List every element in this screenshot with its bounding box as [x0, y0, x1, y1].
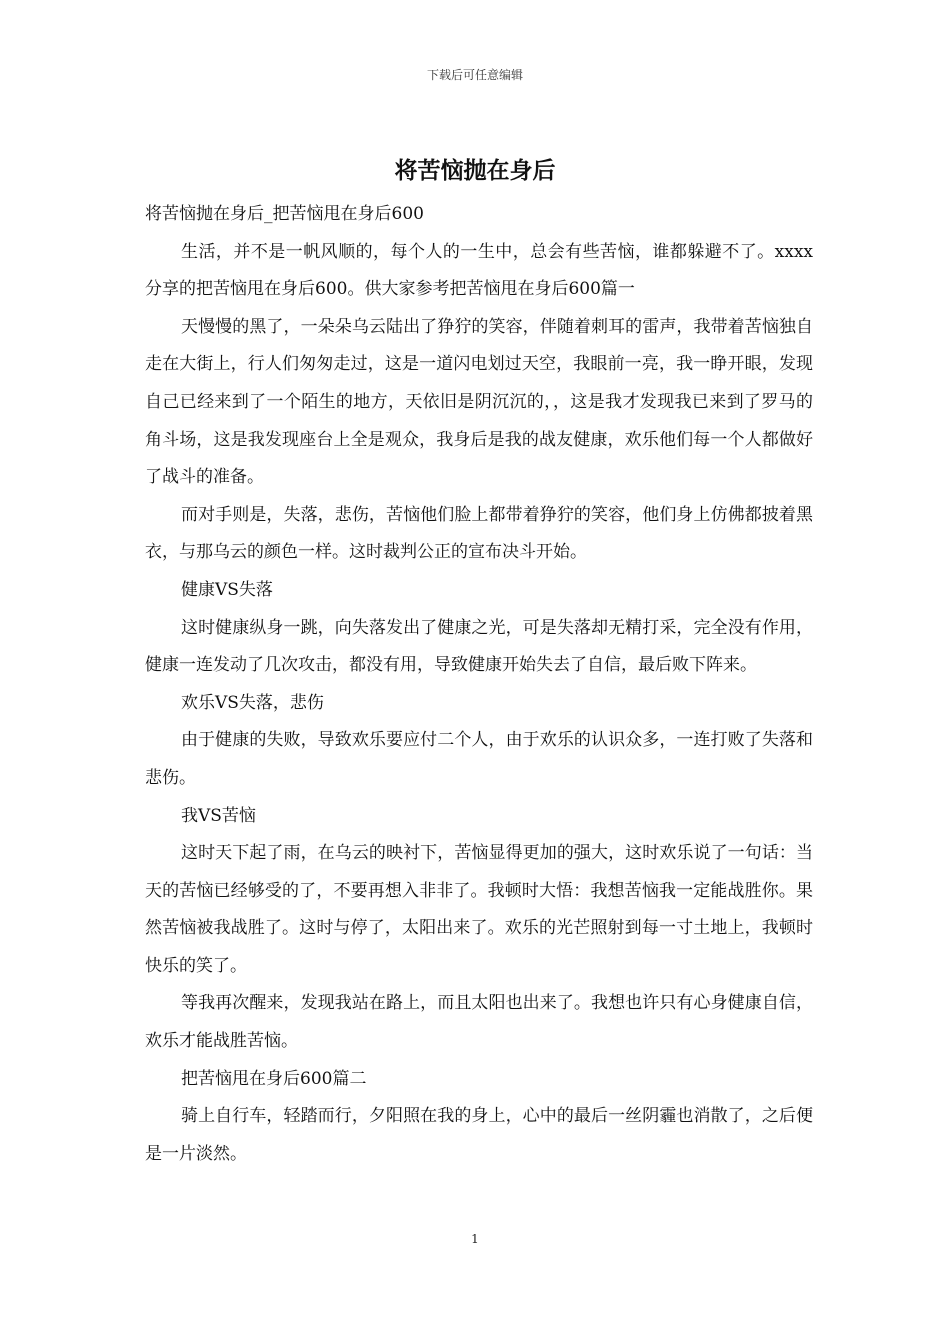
- paragraph-me-battle: 这时天下起了雨，在乌云的映衬下，苦恼显得更加的强大，这时欢乐说了一句话：当天的苦恼已经够受的了，不要再想入非非了。我顿时大悟：我想苦恼我一定能战胜你。果然苦恼被我战胜了。这时与停了，太阳出来了。欢乐的光芒照射到每一寸土地上，我顿时快乐的笑了。: [145, 843, 813, 976]
- paragraph-awakening: 等我再次醒来，发现我站在路上，而且太阳也出来了。我想也许只有心身健康自信，欢乐才能战胜苦恼。: [145, 993, 813, 1052]
- paragraph-health-battle: 这时健康纵身一跳，向失落发出了健康之光，可是失落却无精打采，完全没有作用，健康一连发动了几次攻击，都没有用，导致健康开始失去了自信，最后败下阵来。: [145, 617, 813, 676]
- paragraph-opponents: 而对手则是，失落，悲伤，苦恼他们脸上都带着狰狞的笑容，他们身上仿佛都披着黑衣，与那乌云的颜色一样。这时裁判公正的宣布决斗开始。: [145, 504, 813, 563]
- page-number: 1: [471, 1232, 479, 1246]
- paragraph-joy-battle: 由于健康的失败，导致欢乐要应付二个人，由于欢乐的认识众多，一连打败了失落和悲伤。: [145, 730, 813, 788]
- paragraph-story-opening: 天慢慢的黑了，一朵朵乌云陆出了狰狞的笑容，伴随着刺耳的雷声，我带着苦恼独自走在大街上，行人们匆匆走过，这是一道闪电划过天空，我眼前一亮，我一睁开眼，发现自己已经来到了一个陌生的地方，天依旧是阴沉沉的，，这是我才发现我已来到了罗马的角斗场，这是我发现座台上全是观众，我身后是我的战友健康，欢乐他们每一个人都做好了战斗的准备。: [145, 316, 813, 488]
- paragraph-intro: 生活，并不是一帆风顺的，每个人的一生中，总会有些苦恼，谁都躲避不了。xxxx分享的把苦恼甩在身后600。供大家参考把苦恼甩在身后600篇一: [145, 241, 813, 300]
- document-body: [145, 196, 813, 1173]
- subtitle-line: 将苦恼抛在身后_把苦恼甩在身后600: [145, 204, 424, 224]
- paragraph-part-two-opening: 骑上自行车，轻踏而行，夕阳照在我的身上，心中的最后一丝阴霾也消散了，之后便是一片淡然。: [145, 1106, 813, 1164]
- header-note: 下载后可任意编辑: [426, 68, 523, 82]
- document-title: 将苦恼抛在身后: [394, 157, 556, 184]
- section-heading-joy-vs-loss-sorrow: 欢乐VS失落，悲伤: [181, 692, 324, 713]
- section-heading-health-vs-loss: 健康VS失落: [181, 579, 273, 600]
- section-heading-me-vs-worry: 我VS苦恼: [181, 805, 256, 826]
- section-heading-part-two: 把苦恼甩在身后600篇二: [181, 1068, 367, 1089]
